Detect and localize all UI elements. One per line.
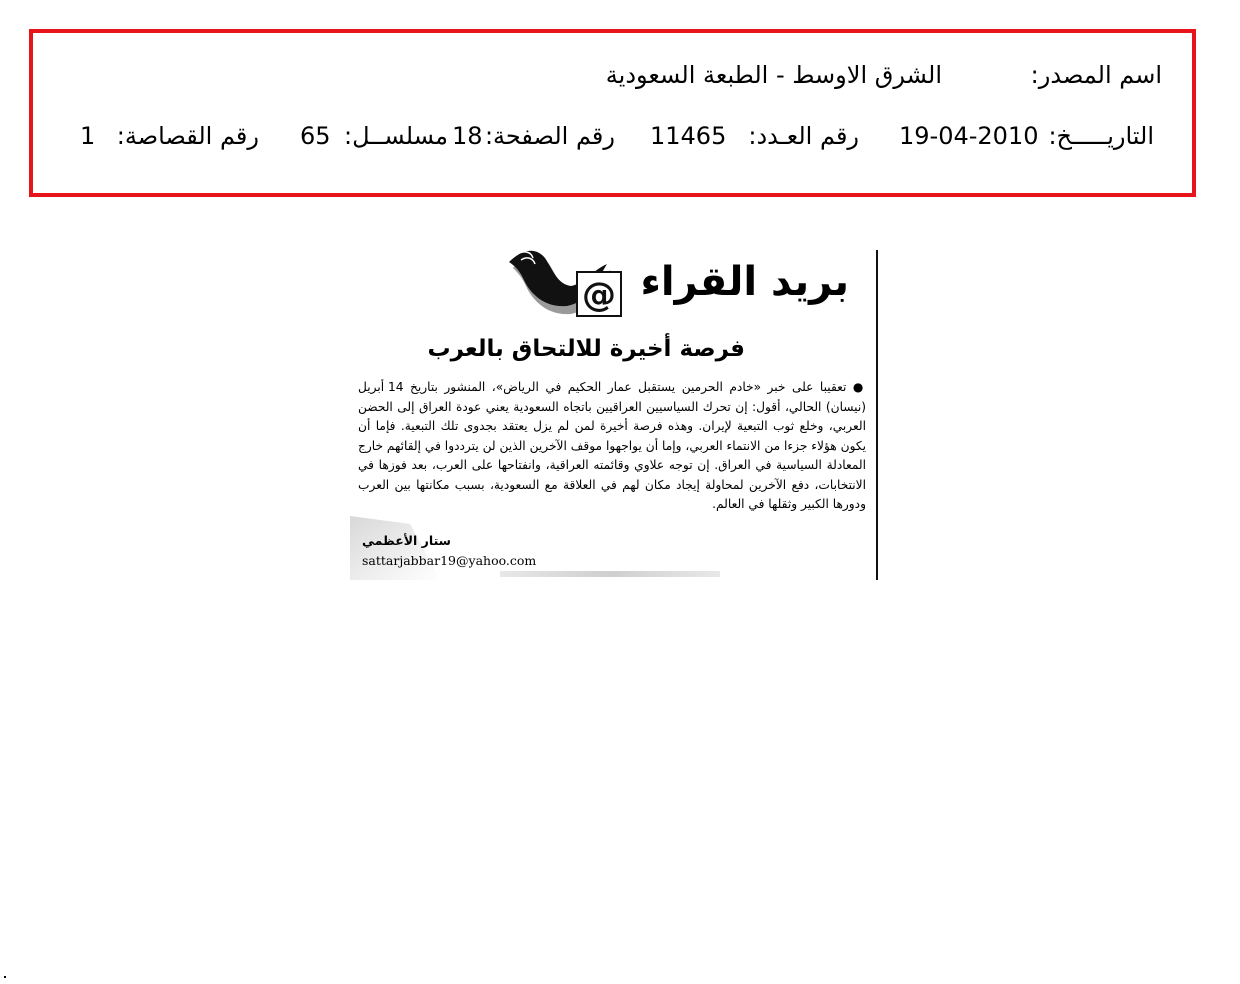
svg-text:@: @ bbox=[582, 275, 616, 315]
article-headline: فرصة أخيرة للالتحاق بالعرب bbox=[427, 336, 745, 362]
article-body bbox=[358, 378, 866, 515]
issue-label: رقم العـدد: bbox=[748, 122, 859, 150]
faded-graphic-corner bbox=[350, 516, 440, 580]
clip-value: 1 bbox=[80, 122, 96, 150]
scan-speck bbox=[4, 976, 6, 978]
serial-value: 65 bbox=[300, 122, 331, 150]
serial-label: مسلســل: bbox=[344, 122, 448, 150]
clipping-metadata-box bbox=[29, 29, 1196, 197]
bottom-gray-strip bbox=[500, 571, 720, 577]
clip-label: رقم القصاصة: bbox=[116, 122, 259, 150]
at-sign-bird-logo-icon bbox=[505, 246, 625, 326]
bullet-icon: ● bbox=[852, 380, 866, 394]
issue-value: 11465 bbox=[650, 122, 727, 150]
author-name: ستار الأعظمي bbox=[362, 533, 451, 548]
page-value: 18 bbox=[452, 122, 483, 150]
date-value: 19-04-2010 bbox=[899, 122, 1039, 150]
date-label: التاريـــــخ: bbox=[1048, 122, 1154, 150]
article-body-text: تعقيبا على خبر «خادم الحرمين يستقبل عمار الحكيم في الرياض»، المنشور بتاريخ 14 أبريل (نيسان) الحالي، أقول: إن تحرك السياسيين العراقيين باتجاه السعودية يعني عودة العراق إلى الحضن العربي، وخلع ثوب التبعية لإيران. وهذه فرصة أخيرة لمن لم يزل يعتقد بجدوى تلك التبعية. فإما أن يكون هؤلاء جزءا من الانتماء العربي، وإما أن يواجهوا موقف الآخرين الذين لن يترددوا في إلقائهم خارج المعادلة السياسية في العراق. إن توجه علاوي وقائمته العراقية، وانفتاحها على العرب، بعد فوزها في الانتخابات، دفع الآخرين لمحاولة إيجاد مكان لهم في العلاقة مع السعودية، بسبب مكانتها بين العرب ودورها الكبير وثقلها في العالم. bbox=[358, 380, 866, 511]
source-label: اسم المصدر: bbox=[1030, 61, 1162, 89]
source-value: الشرق الاوسط - الطبعة السعودية bbox=[605, 61, 942, 89]
page-label: رقم الصفحة: bbox=[484, 122, 615, 150]
section-title: بريد القراء bbox=[640, 259, 849, 305]
newspaper-clipping bbox=[350, 246, 880, 580]
author-email: sattarjabbar19@yahoo.com bbox=[362, 553, 537, 568]
